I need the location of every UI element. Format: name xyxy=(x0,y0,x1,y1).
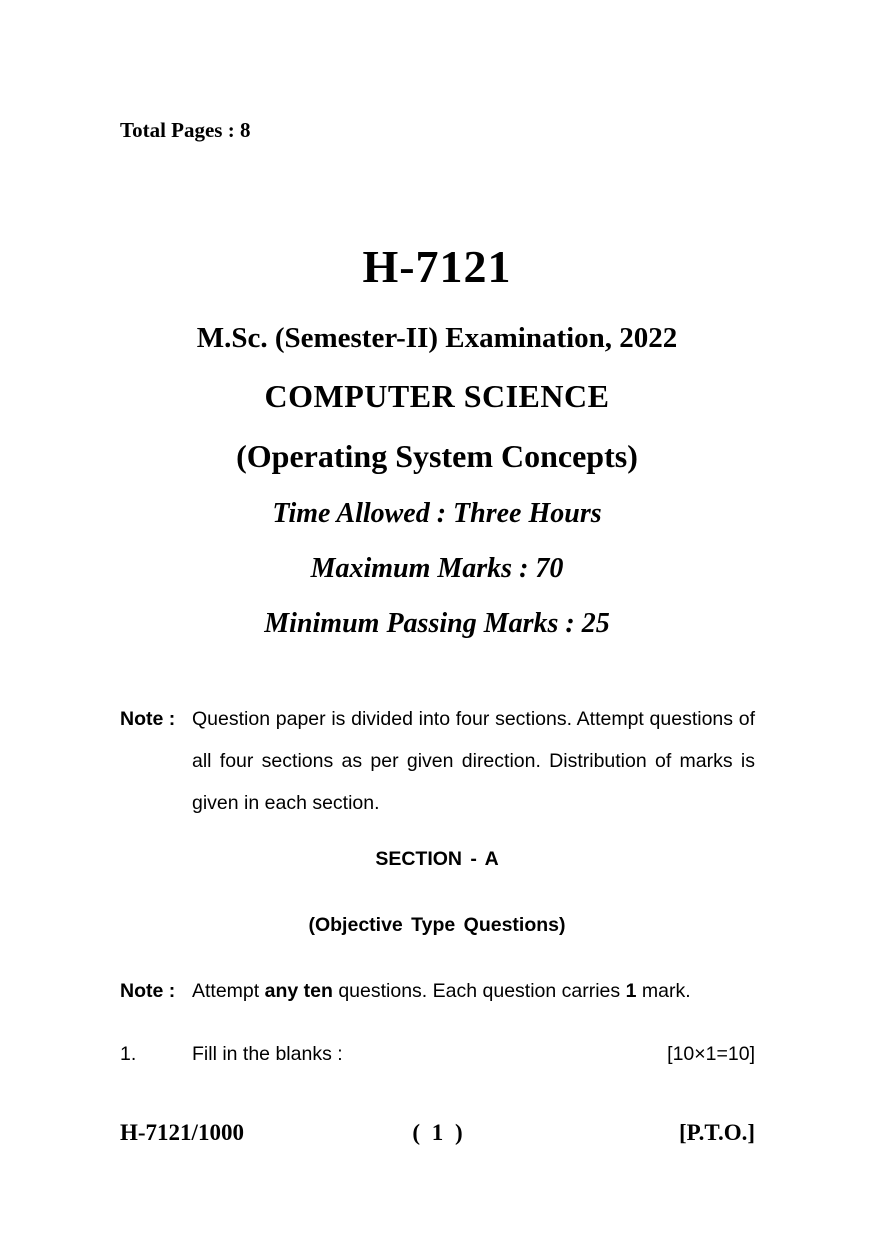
note-text: Question paper is divided into four sections. Attempt questions of all four sections as per given direction. Distribution of marks is given in each section. xyxy=(192,708,755,814)
exam-title: M.Sc. (Semester-II) Examination, 2022 xyxy=(196,322,678,354)
note-label: Note : xyxy=(120,708,176,730)
section-a-subheading: (Objective Type Questions) xyxy=(308,914,566,936)
footer-page-number: ( 1 ) xyxy=(412,1120,463,1145)
note-text-bold: any ten xyxy=(264,980,333,1002)
section-a-heading: SECTION - A xyxy=(375,848,499,870)
page-footer xyxy=(120,1120,755,1146)
footer-paper-code: H-7121/1000 xyxy=(120,1120,244,1145)
question-marks: [10×1=10] xyxy=(667,1043,755,1065)
footer-pto-label: [P.T.O.] xyxy=(678,1120,756,1145)
maximum-marks-line: Maximum Marks : 70 xyxy=(310,553,564,584)
paper-code-heading: H-7121 xyxy=(362,241,512,292)
general-note xyxy=(120,698,755,824)
total-pages-label: Total Pages : 8 xyxy=(120,118,251,142)
time-allowed-line: Time Allowed : Three Hours xyxy=(272,498,602,529)
note-text-part: questions. Each question carries xyxy=(332,980,626,1002)
question-number: 1. xyxy=(120,1043,137,1065)
subject-heading: COMPUTER SCIENCE xyxy=(264,378,610,414)
question-1 xyxy=(120,1043,755,1066)
section-note xyxy=(120,980,755,1003)
section-note-text xyxy=(192,980,755,1003)
note-label: Note : xyxy=(120,980,176,1002)
question-text: Fill in the blanks : xyxy=(192,1043,343,1065)
note-text-part: mark. xyxy=(636,980,691,1002)
minimum-passing-marks-line: Minimum Passing Marks : 25 xyxy=(264,608,610,639)
note-text-part: Attempt xyxy=(192,980,265,1002)
paper-name-heading: (Operating System Concepts) xyxy=(236,438,638,474)
note-text-bold: 1 xyxy=(625,980,637,1002)
